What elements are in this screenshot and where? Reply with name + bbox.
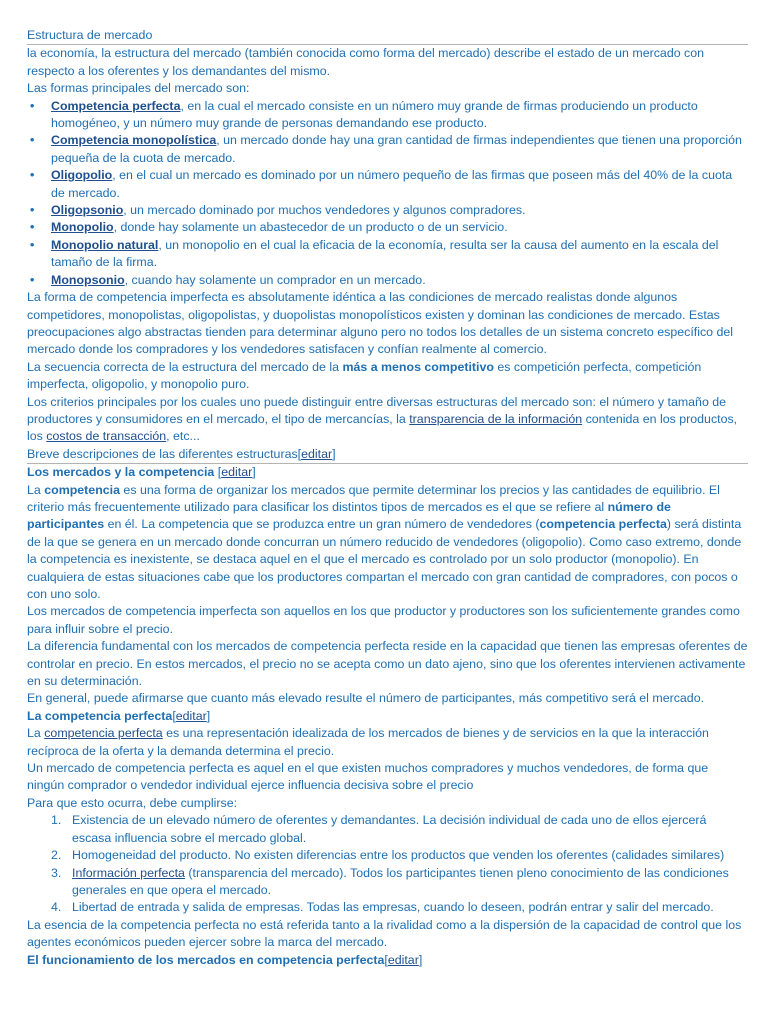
edit-link[interactable]: editar [221, 465, 253, 480]
bullet-icon: • [30, 168, 35, 183]
bullet-icon: • [30, 272, 35, 287]
text-run: La secuencia correcta de la estructura del mercado de la [27, 359, 343, 374]
list-number: 1. [51, 813, 62, 828]
paragraph-para-que: Para que esto ocurra, debe cumplirse: [27, 795, 238, 810]
list-item-text: (transparencia del mercado). Todos los participantes tienen pleno conocimiento de las condiciones generales en que opera el mercado. [72, 865, 729, 897]
text-run: , etc... [166, 429, 200, 444]
list-item-text: , donde hay solamente un abastecedor de un producto o de un servicio. [113, 220, 508, 235]
bold-text: competencia [44, 482, 120, 497]
link-competencia-perfecta[interactable]: Competencia perfecta [51, 98, 181, 113]
bold-text: competencia perfecta [539, 517, 667, 532]
list-item [27, 237, 748, 272]
link-oligopolio[interactable]: Oligopolio [51, 168, 113, 183]
section-heading-label: El funcionamiento de los mercados en competencia perfecta [27, 952, 385, 967]
bold-text: número de participantes [27, 499, 671, 532]
section-heading-label: La competencia perfecta [27, 708, 173, 723]
paragraph-esencia: La esencia de la competencia perfecta no está referida tanto a la rivalidad como a la dispersión de la capacidad de control que los agentes económicos pueden ejercer sobre la marca del mercado. [27, 917, 742, 950]
list-item-text: , un mercado dominado por muchos vendedores y algunos compradores. [123, 203, 526, 218]
section-heading-funcionamiento: El funcionamiento de los mercados en competencia perfecta[editar] [27, 952, 423, 967]
text-run: Los criterios principales por los cuales uno puede distinguir entre diversas estructuras del mercado son: el número y tamaño de productores y consumidores en el mercado, el tipo de mercancías, la [27, 394, 727, 426]
paragraph-la-competencia-perfecta [27, 725, 748, 760]
list-number: 2. [51, 848, 62, 863]
list-item-text: Libertad de entrada y salida de empresas. Todas las empresas, cuando lo deseen, podrán entrar y salir del mercado. [72, 900, 714, 915]
link-costos-transaccion[interactable]: costos de transacción [46, 429, 167, 444]
link-oligopsonio[interactable]: Oligopsonio [51, 203, 124, 218]
section-heading-label: Los mercados y la competencia [27, 465, 218, 480]
text-run: contenida en los productos, los [27, 411, 738, 444]
list-item [27, 847, 748, 864]
list-item-text: , en el cual un mercado es dominado por un número pequeño de las firmas que poseen más del 40% de la cuota de mercado. [51, 168, 733, 200]
list-number: 3. [51, 865, 62, 880]
link-competencia-perfecta-2[interactable]: competencia perfecta [44, 726, 163, 741]
list-item-text: , un monopolio en el cual la eficacia de la economía, resulta ser la causa del aumento en la escala del tamaño de la firma. [51, 237, 719, 270]
edit-link[interactable]: editar [387, 952, 419, 967]
bullet-icon: • [30, 133, 35, 148]
link-informacion-perfecta[interactable]: Información perfecta [72, 865, 185, 880]
edit-link[interactable]: editar [175, 708, 207, 723]
list-number: 4. [51, 900, 62, 915]
text-run: en él. La competencia que se produzca entre un gran número de vendedores ( [104, 517, 540, 532]
link-transparencia-informacion[interactable]: transparencia de la información [409, 411, 583, 426]
paragraph-un-mercado: Un mercado de competencia perfecta es aquel en el que existen muchos compradores y muchos vendedores, de forma que ningún comprador o vendedor individual ejerce influencia decisiva sobre el precio [27, 761, 709, 793]
list-item-text: , un mercado donde hay una gran cantidad de firmas independientes que tienen una proporción pequeña de la cuota de mercado. [51, 133, 742, 165]
paragraph-imperfecta: Los mercados de competencia imperfecta son aquellos en los que productor y productores son los suficientemente grandes como para influir sobre el precio. [27, 604, 740, 636]
list-item [27, 899, 748, 916]
paragraph-competencia-imperfecta: La forma de competencia imperfecta es absolutamente idéntica a las condiciones de mercado realistas donde algunos competidores, monopolistas, oligopolistas, y duopolistas monopolísticos existen y dominan las condiciones de mercado. Estas preocupaciones algo abstractas tienden para determinar alguno pero no todos los detalles de un sistema concreto específico del mercado donde los compradores y los vendedores satisfacen y confían realmente al comercio. [27, 290, 734, 357]
link-monopolio-natural[interactable]: Monopolio natural [51, 237, 159, 252]
text-run: La [27, 726, 45, 741]
bold-text: más a menos competitivo [342, 359, 494, 374]
bullet-icon: • [30, 98, 35, 113]
page-title: Estructura de mercado [27, 27, 748, 45]
bullet-icon: • [30, 203, 35, 218]
section-heading-mercados: Los mercados y la competencia [editar] [27, 465, 256, 480]
link-competencia-monopolistica[interactable]: Competencia monopolística [51, 133, 217, 148]
list-item-text: , en la cual el mercado consiste en un número muy grande de firmas produciendo un producto homogéneo, y un número muy grande de personas demandando ese producto. [51, 98, 698, 131]
text-run: es una forma de organizar los mercados que permite determinar los precios y las cantidades de equilibrio. El criterio más frecuentemente utilizado para clasificar los distintos tipos de mercados es el que se refiere al [27, 482, 720, 514]
section-heading-perfecta: La competencia perfecta[editar] [27, 708, 211, 723]
list-item [27, 219, 748, 236]
intro-paragraph: la economía, la estructura del mercado (también conocida como forma del mercado) describe el estado de un mercado con respecto a los oferentes y los demandantes del mismo. [27, 46, 705, 78]
list-item [27, 98, 748, 133]
list-item [27, 132, 748, 167]
text-run: es competición perfecta, competición imperfecta, oligopolio, y monopolio puro. [27, 359, 702, 392]
paragraph-criterios [27, 394, 748, 446]
link-monopsonio[interactable]: Monopsonio [51, 272, 125, 287]
list-item [27, 272, 748, 289]
list-item [27, 202, 748, 219]
list-item-text: Homogeneidad del producto. No existen diferencias entre los productos que venden los oferentes (calidades similares) [72, 848, 725, 863]
bullet-icon: • [30, 237, 35, 252]
paragraph-general: En general, puede afirmarse que cuanto más elevado resulte el número de participantes, más competitivo será el mercado. [27, 691, 705, 706]
edit-link[interactable]: editar [301, 446, 333, 461]
text-run: es una representación idealizada de los mercados de bienes y de servicios en la que la interacción recíproca de la oferta y la demanda determina el precio. [27, 726, 709, 758]
text-run: La [27, 482, 45, 497]
list-item [27, 865, 748, 900]
list-item-text: Existencia de un elevado número de oferentes y demandantes. La decisión individual de cada uno de ellos ejercerá escasa influencia sobre el mercado global. [72, 813, 707, 845]
section-heading-breve: Breve descripciones de las diferentes estructuras[editar] [27, 446, 748, 464]
forms-heading: Las formas principales del mercado son: [27, 81, 250, 96]
paragraph-secuencia [27, 359, 748, 394]
section-heading-label: Breve descripciones de las diferentes estructuras [27, 446, 298, 461]
paragraph-diferencia: La diferencia fundamental con los mercados de competencia perfecta reside en la capacidad que tienen las empresas oferentes de controlar en precio. En estos mercados, el precio no se acepta como un dato ajeno, sino que los oferentes intervienen activamente en su determinación. [27, 639, 748, 689]
list-item-text: , cuando hay solamente un comprador en un mercado. [124, 272, 426, 287]
paragraph-competencia [27, 482, 748, 604]
bullet-icon: • [30, 220, 35, 235]
link-monopolio[interactable]: Monopolio [51, 220, 114, 235]
list-item [27, 812, 748, 847]
text-run: ) será distinta de la que se genera en un mercado donde concurran un número reducido de vendedores (oligopolio). Como caso extremo, donde la competencia es inexistente, se destaca aquel en el que el mercado es controlado por un solo productor (monopolio). En cualquiera de estas situaciones cabe que los productores compartan el mercado con gran cantidad de compradores, con pocos o con uno solo. [27, 517, 742, 601]
list-item [27, 167, 748, 202]
